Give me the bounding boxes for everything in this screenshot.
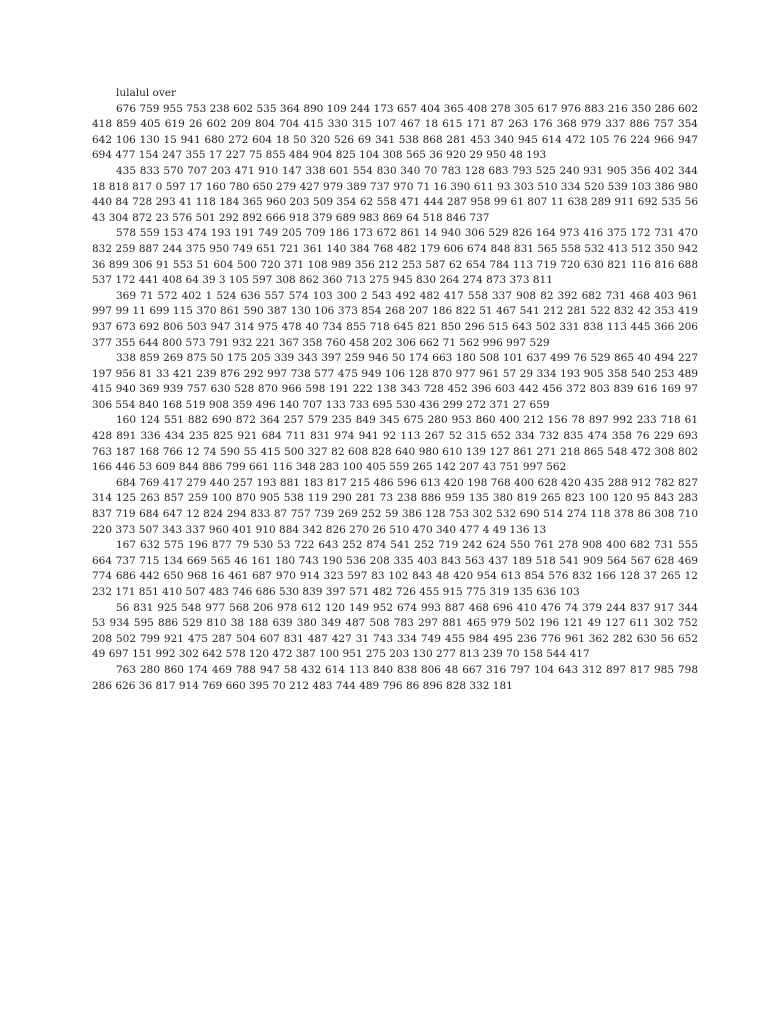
number-paragraph-8: 167 632 575 196 877 79 530 53 722 643 252 874 541 252 719 242 624 550 761 278 908 400 682 731 555 664 737 715 134 669 565 46 161 180 743 190 536 208 335 403 843 563 437 189 518 541 909 564 567 628 469 774 686 442 650 968 16 461 687 970 914 323 597 83 102 843 48 420 954 613 854 576 832 166 128 37 265 12 232 171 851 410 507 483 746 686 530 839 397 571 482 726 455 915 775 319 135 636 103 xyxy=(92,539,698,598)
number-paragraph-4: 369 71 572 402 1 524 636 557 574 103 300 2 543 492 482 417 558 337 908 82 392 682 731 468 403 961 997 99 11 699 115 370 861 590 387 130 106 373 854 268 207 186 822 51 467 541 212 281 522 832 42 353 419 937 673 692 806 503 947 314 975 478 40 734 855 718 645 821 850 296 515 643 502 331 838 113 445 366 206 377 355 644 800 573 791 932 221 367 358 760 458 202 306 662 71 562 996 997 529 xyxy=(92,289,698,349)
number-paragraph-9: 56 831 925 548 977 568 206 978 612 120 149 952 674 993 887 468 696 410 476 74 379 244 837 917 344 53 934 595 886 529 810 38 188 639 380 349 487 508 783 297 881 465 979 502 196 121 49 127 611 302 752 208 502 799 921 475 287 504 607 831 487 427 31 743 334 749 455 984 495 236 776 961 362 282 630 56 652 49 697 151 992 302 642 578 120 472 387 100 951 275 203 130 277 813 239 70 158 544 417 xyxy=(92,601,698,661)
number-paragraph-5: 338 859 269 875 50 175 205 339 343 397 259 946 50 174 663 180 508 101 637 499 76 529 865 40 494 227 197 956 81 33 421 239 876 292 997 738 577 475 949 106 128 870 977 961 57 29 334 193 905 358 540 253 489 415 940 369 939 757 630 528 870 966 598 191 222 138 343 728 452 396 603 442 456 372 803 839 616 169 97 306 554 840 168 519 908 359 496 140 707 133 733 695 530 436 299 272 371 27 659 xyxy=(92,352,698,411)
number-paragraph-6: 160 124 551 882 690 872 364 257 579 235 849 345 675 280 953 860 400 212 156 78 897 992 233 718 61 428 891 336 434 235 825 921 684 711 831 974 941 92 113 267 52 315 652 334 732 835 474 358 76 229 693 763 187 168 766 12 74 590 55 415 500 327 82 608 828 640 980 610 139 127 861 271 218 865 548 472 308 802 166 446 53 609 844 886 799 661 116 348 283 100 405 559 265 142 207 43 751 997 562 xyxy=(92,414,698,474)
number-paragraph-7: 684 769 417 279 440 257 193 881 183 817 215 486 596 613 420 198 768 400 628 420 435 288 912 782 827 314 125 263 857 259 100 870 905 538 119 290 281 73 238 886 959 135 380 819 265 823 100 120 95 843 283 837 719 684 647 12 824 294 833 87 757 739 269 252 59 386 128 753 302 532 690 514 274 118 378 86 308 710 220 373 507 343 337 960 401 910 884 342 826 270 26 510 470 340 477 4 49 136 13 xyxy=(92,476,698,536)
document-title: lulalul over xyxy=(116,87,177,99)
number-paragraph-3: 578 559 153 474 193 191 749 205 709 186 173 672 861 14 940 306 529 826 164 973 416 375 172 731 470 832 259 887 244 375 950 749 651 721 361 140 384 768 482 179 606 674 848 831 565 558 532 413 512 350 942 36 899 306 91 553 51 604 500 720 371 108 989 356 212 253 587 62 654 784 113 719 720 630 821 116 816 688 537 172 441 408 64 39 3 105 597 308 862 360 713 275 945 830 264 274 873 373 811 xyxy=(92,227,698,287)
document-page xyxy=(92,86,698,694)
number-paragraph-1: 676 759 955 753 238 602 535 364 890 109 244 173 657 404 365 408 278 305 617 976 883 216 350 286 602 418 859 405 619 26 602 209 804 704 415 330 315 107 467 18 615 171 87 263 176 368 979 337 886 757 354 642 106 130 15 941 680 272 604 18 50 320 526 69 341 538 868 281 453 340 945 614 472 105 76 224 966 947 694 477 154 247 355 17 227 75 855 484 904 825 104 308 565 36 920 29 950 48 193 xyxy=(92,102,698,162)
number-paragraph-10: 763 280 860 174 469 788 947 58 432 614 113 840 838 806 48 667 316 797 104 643 312 897 817 985 798 286 626 36 817 914 769 660 395 70 212 483 744 489 796 86 896 828 332 181 xyxy=(92,663,698,692)
number-paragraph-2: 435 833 570 707 203 471 910 147 338 601 554 830 340 70 783 128 683 793 525 240 931 905 356 402 344 18 818 817 0 597 17 160 780 650 279 427 979 389 737 970 71 16 390 611 93 303 510 334 520 539 103 386 980 440 84 728 293 41 118 184 365 960 203 509 354 62 558 471 444 287 958 99 61 807 11 638 289 911 692 535 56 43 304 872 23 576 501 292 892 666 918 379 689 983 869 64 518 846 737 xyxy=(92,164,698,224)
